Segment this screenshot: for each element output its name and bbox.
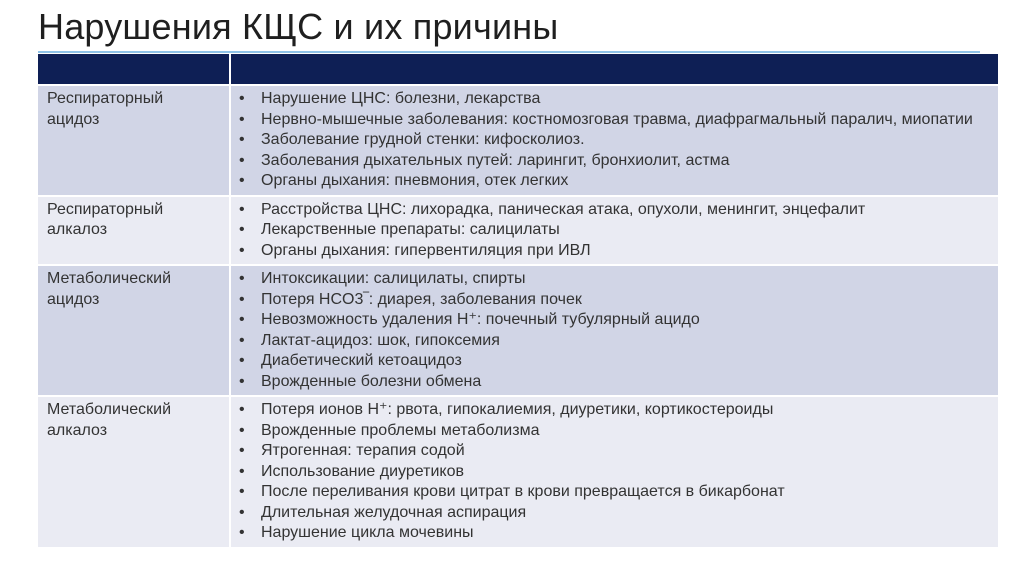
header-cell-causes — [230, 54, 998, 85]
cause-item: • Потеря HCO3‾: диарея, заболевания почек — [237, 290, 990, 311]
cause-list — [237, 200, 990, 262]
cause-item: • Нарушение цикла мочевины — [237, 523, 990, 544]
cause-list — [237, 269, 990, 392]
disorder-name: Респираторный алкалоз — [47, 200, 164, 238]
cause-item: • Врожденные проблемы метаболизма — [237, 421, 990, 442]
table-row — [38, 196, 998, 266]
disorder-name: Метаболический ацидоз — [47, 270, 172, 308]
table-row — [38, 396, 998, 547]
cause-item: • Невозможность удаления H⁺: почечный тубулярный ацидо — [237, 310, 990, 331]
cause-list — [237, 89, 990, 192]
cause-item: • Органы дыхания: пневмония, отек легких — [237, 171, 990, 192]
cause-item: • Заболевания дыхательных путей: ларингит, бронхиолит, астма — [237, 151, 990, 172]
disorder-name: Метаболический алкалоз — [47, 401, 172, 439]
cause-item: • После переливания крови цитрат в крови превращается в бикарбонат — [237, 482, 990, 503]
cause-item: • Ятрогенная: терапия содой — [237, 441, 990, 462]
cause-item: • Нервно-мышечные заболевания: костномозговая травма, диафрагмальный паралич, миопатии — [237, 110, 990, 131]
disorder-name: Респираторный ацидоз — [47, 90, 164, 128]
table-header-row — [38, 54, 998, 85]
table-row — [38, 85, 998, 196]
cause-item: • Использование диуретиков — [237, 462, 990, 483]
causes-table — [38, 54, 998, 547]
cause-item: • Нарушение ЦНС: болезни, лекарства — [237, 89, 990, 110]
cause-item: • Органы дыхания: гипервентиляция при ИВЛ — [237, 241, 990, 262]
table-row — [38, 265, 998, 396]
title-underline — [38, 51, 980, 53]
cause-item: • Лактат-ацидоз: шок, гипоксемия — [237, 331, 990, 352]
cause-item: • Расстройства ЦНС: лихорадка, паническая атака, опухоли, менингит, энцефалит — [237, 200, 990, 221]
header-cell-disorder — [38, 54, 230, 85]
cause-item: • Лекарственные препараты: салицилаты — [237, 220, 990, 241]
cause-item: • Интоксикации: салицилаты, спирты — [237, 269, 990, 290]
slide-title: Нарушения КЩС и их причины — [38, 6, 559, 47]
cause-list — [237, 400, 990, 544]
cause-item: • Диабетический кетоацидоз — [237, 351, 990, 372]
cause-item: • Длительная желудочная аспирация — [237, 503, 990, 524]
cause-item: • Заболевание грудной стенки: кифосколиоз. — [237, 130, 990, 151]
cause-item: • Врожденные болезни обмена — [237, 372, 990, 393]
cause-item: • Потеря ионов H⁺: рвота, гипокалиемия, диуретики, кортикостероиды — [237, 400, 990, 421]
